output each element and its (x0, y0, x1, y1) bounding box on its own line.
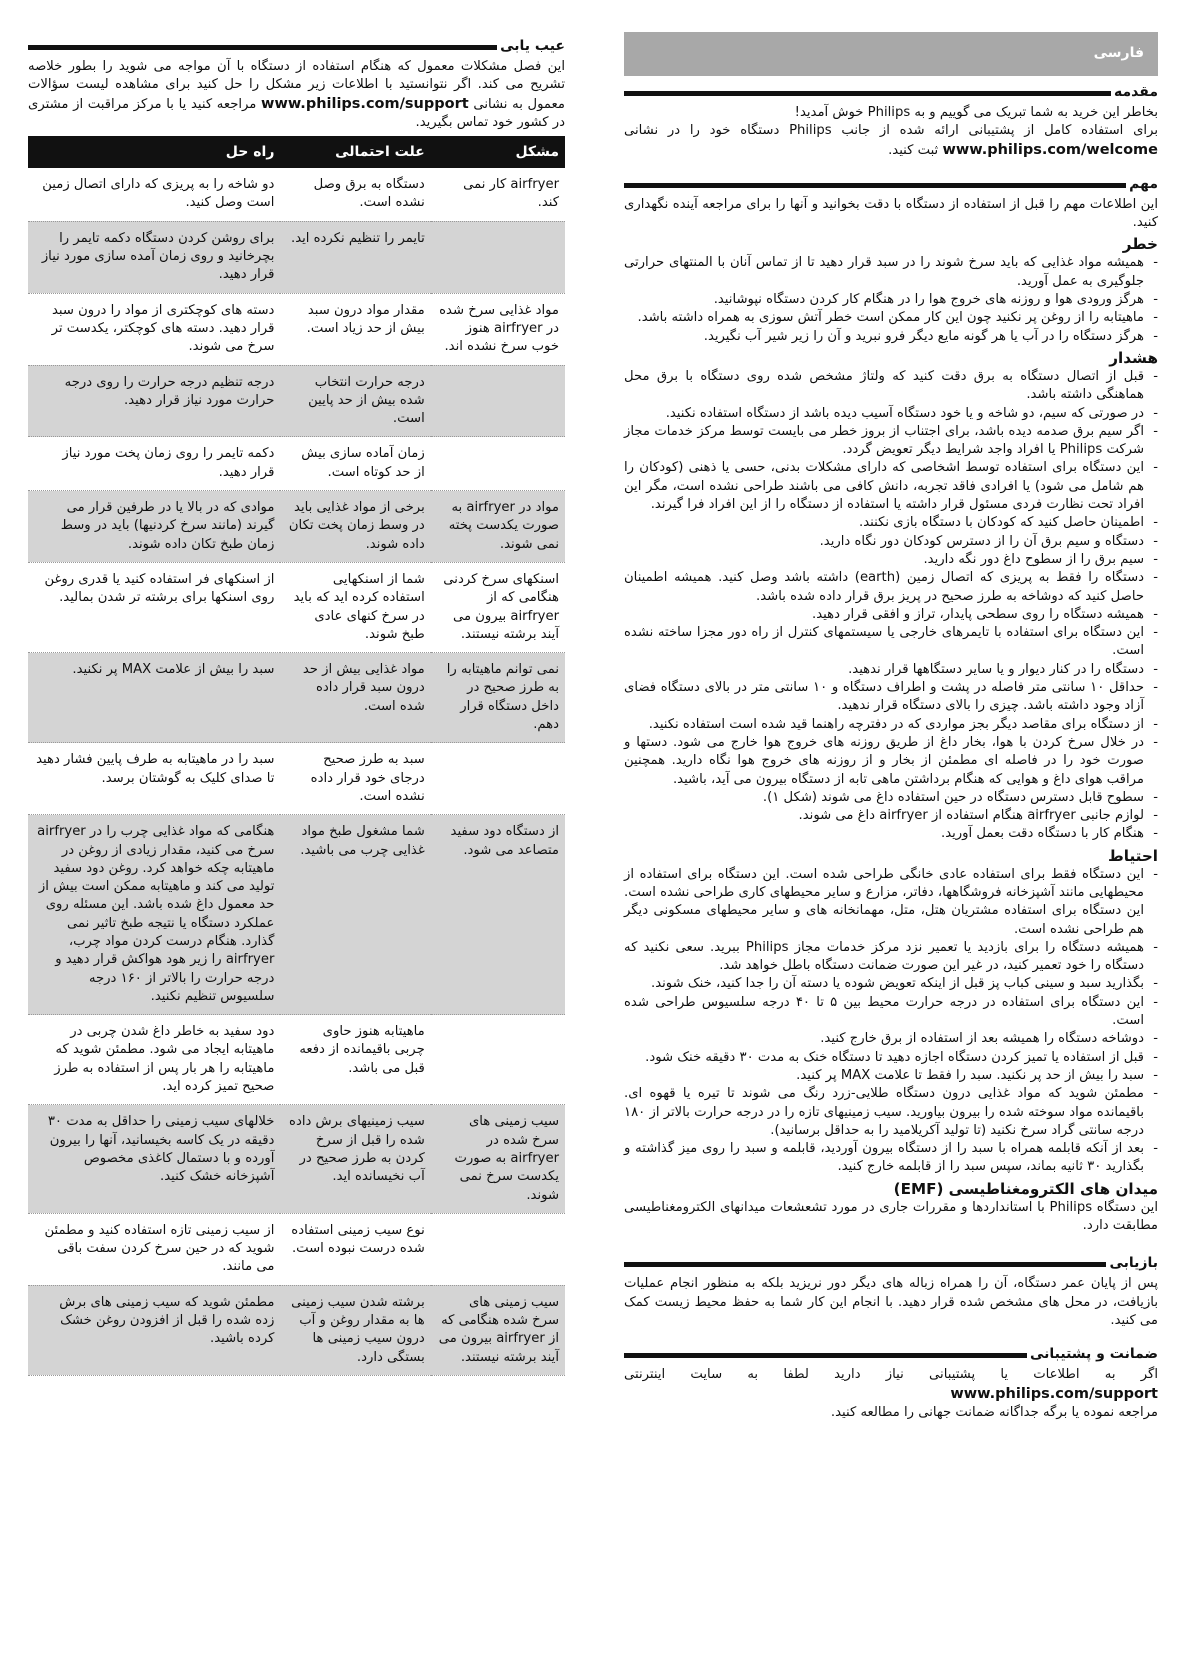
list-item: - بعد از آنکه قابلمه همراه با سبد را از دستگاه بیرون آوردید، قابلمه و سبد را روی میز گذاشته و بگذارید ۳۰ ثانیه بماند، سپس سبد را از قابلمه خارج کنید. (624, 1140, 1158, 1177)
list-item: - دوشاخه دستگاه را همیشه بعد از استفاده از برق خارج کنید. (624, 1030, 1158, 1048)
cell-solution: از سیب زمینی تازه استفاده کنید و مطمئن شوید که در حین سرخ کردن سفت باقی می مانند. (28, 1213, 280, 1285)
table-row (28, 1285, 565, 1375)
cell-problem: سیب زمینی های سرخ شده هنگامی که از airfryer بیرون می آیند برشته نیستند. (431, 1285, 565, 1375)
cell-problem: مواد غذایی سرخ شده در airfryer هنوز خوب سرخ نشده اند. (431, 293, 565, 365)
troubleshooting-intro: این فصل مشکلات معمول که هنگام استفاده از دستگاه با آن مواجه می شوید را بطور خلاصه تشریح می کند. اگر نتوانستید با اطلاعات زیر مشکل را حل کنید برای مشاهده لیست سؤالات معمول به نشانی www.philips.com/support مراجعه کنید یا با مرکز مراقبت از مشتری در کشور خود تماس بگیرید. (28, 59, 565, 130)
support-link-guarantee[interactable]: www.philips.com/support (950, 1385, 1158, 1402)
list-item: - سطوح قابل دسترس دستگاه در حین استفاده داغ می شوند (شکل ۱). (624, 789, 1158, 807)
cell-solution: موادی که در بالا یا در طرفین قرار می گیرند (مانند سرخ کردنیها) باید در وسط زمان طبخ تکان داده شوند. (28, 491, 280, 563)
welcome-link[interactable]: www.philips.com/welcome (942, 141, 1158, 158)
list-item: - دستگاه و سیم برق آن را از دسترس کودکان دور نگاه دارید. (624, 533, 1158, 551)
section-heading-important: مهم (624, 178, 1158, 192)
list-item: - سبد را بیش از حد پر نکنید. سبد را فقط تا علامت MAX پر کنید. (624, 1067, 1158, 1085)
list-item: - هرگز دستگاه را در آب یا هر گونه مایع دیگر فرو نبرید و آن را زیر شیر آب نگیرید. (624, 328, 1158, 346)
language-label: فارسی (1093, 45, 1144, 61)
table-row (28, 221, 565, 293)
cell-problem (431, 221, 565, 293)
caution-list (624, 866, 1158, 1177)
cell-problem: از دستگاه دود سفید متصاعد می شود. (431, 815, 565, 1015)
cell-cause: نوع سیب زمینی استفاده شده درست نبوده است. (280, 1213, 430, 1285)
column-header-solution: راه حل (28, 136, 280, 168)
cell-solution: دو شاخه را به پریزی که دارای اتصال زمین است وصل کنید. (28, 168, 280, 221)
list-item: - هنگام کار با دستگاه دقت بعمل آورید. (624, 825, 1158, 843)
cell-solution: هنگامی که مواد غذایی چرب را در airfryer سرخ می کنید، مقدار زیادی از روغن در ماهیتابه چکه خواهد کرد. روغن دود سفید تولید می کند و ماهیتابه ممکن است بیش از حد معمول داغ شده باشد. این مسئله روی عملکرد دستگاه یا نتیجه طبخ تاثیر نمی گذارد. هنگام درست کردن مواد چرب، airfryer را زیر هود هواکش قرار دهید و درجه حرارت را بالاتر از ۱۶۰ درجه سلسیوس تنظیم نکنید. (28, 815, 280, 1015)
column-header-cause: علت احتمالی (280, 136, 430, 168)
list-item: - لوازم جانبی airfryer هنگام استفاده از airfryer داغ می شوند. (624, 807, 1158, 825)
table-row (28, 491, 565, 563)
list-item: - حداقل ۱۰ سانتی متر فاصله در پشت و اطراف دستگاه و ۱۰ سانتی متر در بالای دستگاه فضای آزاد وجود داشته باشد. چیزی را بالای دستگاه قرار ندهید. (624, 679, 1158, 716)
list-item: - مطمئن شوید که مواد غذایی درون دستگاه طلایی-زرد رنگ می شوند تا تیره یا قهوه ای. باقیمانده مواد سوخته شده را بیرون بیاورید. سیب زمینیهای تازه را در درجه حرارت بالاتر از ۱۸۰ درجه سانتی گراد سرخ نکنید (تا تولید آکریلامید را به حداقل برسانید). (624, 1085, 1158, 1140)
cell-problem: مواد در airfryer به صورت یکدست پخته نمی شوند. (431, 491, 565, 563)
list-item: - همیشه دستگاه را روی سطحی پایدار، تراز و افقی قرار دهید. (624, 606, 1158, 624)
warning-title: هشدار (1109, 348, 1158, 367)
cell-problem: نمی توانم ماهیتابه را به طرز صحیح در داخل دستگاه قرار دهم. (431, 653, 565, 743)
list-item: - از دستگاه برای مقاصد دیگر بجز مواردی که در دفترچه راهنما قید شده است استفاده نکنید. (624, 716, 1158, 734)
table-row (28, 293, 565, 365)
language-banner (624, 32, 1158, 76)
cell-solution: سبد را در ماهیتابه به طرف پایین فشار دهید تا صدای کلیک به گوشتان برسد. (28, 743, 280, 815)
caution-title: احتیاط (1107, 846, 1158, 865)
list-item: - قبل از اتصال دستگاه به برق دقت کنید که ولتاژ مشخص شده روی دستگاه با برق محل هماهنگی داشته باشد. (624, 368, 1158, 405)
support-link-troubleshooting[interactable]: www.philips.com/support (261, 95, 469, 112)
cell-cause: مقدار مواد درون سبد بیش از حد زیاد است. (280, 293, 430, 365)
table-row (28, 562, 565, 652)
cell-cause: سیب زمینیهای برش داده شده را قبل از سرخ کردن به طرز صحیح در آب نخیسانده اید. (280, 1105, 430, 1213)
list-item: - این دستگاه فقط برای استفاده عادی خانگی طراحی شده است. این دستگاه برای استفاده از محیطهایی مانند آشپزخانه فروشگاهها، دفاتر، مزارع و سایر محیطهای کاری طراحی نشده است. این دستگاه برای استفاده مشتریان هتل، متل، مهمانخانه های و سایر محیطهای مسکونی دیگر هم طراحی نشده است. (624, 866, 1158, 939)
cell-problem (431, 365, 565, 437)
important-intro: این اطلاعات مهم را قبل از استفاده از دستگاه با دقت بخوانید و آنها را برای مراجعه آینده نگهداری کنید. (624, 196, 1158, 231)
cell-problem (431, 1213, 565, 1285)
list-item: - ماهیتابه را از روغن پر نکنید چون این کار ممکن است خطر آتش سوزی به همراه داشته باشد. (624, 309, 1158, 327)
emf-text: این دستگاه Philips با استانداردها و مقررات جاری در مورد تشعشعات میدانهای الکترومغناطیسی مطابقت دارد. (624, 1199, 1159, 1234)
list-item: - دستگاه را فقط به پریزی که اتصال زمین (earth) داشته باشد وصل کنید. همیشه اطمینان حاصل کنید که دوشاخه به طرز صحیح در پریز برق قرار داده شده باشد. (624, 569, 1158, 606)
table-row (28, 1213, 565, 1285)
cell-solution: مطمئن شوید که سیب زمینی های برش زده شده را قبل از افزودن روغن خشک کرده باشید. (28, 1285, 280, 1375)
cell-cause: برشته شدن سیب زمینی ها به مقدار روغن و آب درون سیب زمینی ها بستگی دارد. (280, 1285, 430, 1375)
list-item: - هرگز ورودی هوا و روزنه های خروج هوا را در هنگام کار کردن دستگاه نپوشانید. (624, 291, 1158, 309)
cell-cause: مواد غذایی بیش از حد درون سبد قرار داده شده است. (280, 653, 430, 743)
section-heading-intro: مقدمه (624, 86, 1158, 100)
list-item: - همیشه مواد غذایی که باید سرخ شوند را در سبد قرار دهید تا از تماس آنان با المنتهای حرارتی جلوگیری به عمل آورید. (624, 254, 1158, 291)
recycling-text: پس از پایان عمر دستگاه، آن را همراه زباله های دیگر دور نریزید بلکه به منظور انجام عملیات بازیافت، در محل های مشخص شده قرار دهید. با انجام این کار شما به حفظ محیط زیست کمک می کنید. (624, 1276, 1158, 1328)
cell-cause: سبد به طرز صحیح درجای خود قرار داده نشده است. (280, 743, 430, 815)
left-column (28, 0, 565, 1376)
cell-solution: برای روشن کردن دستگاه دکمه تایمر را بچرخانید و روی زمان آمده سازی مورد نیاز قرار دهید. (28, 221, 280, 293)
cell-cause: تایمر را تنظیم نکرده اید. (280, 221, 430, 293)
cell-problem: airfryer کار نمی کند. (431, 168, 565, 221)
cell-solution: درجه تنظیم درجه حرارت را روی درجه حرارت مورد نیاز قرار دهید. (28, 365, 280, 437)
cell-solution: دود سفید به خاطر داغ شدن چربی در ماهیتابه ایجاد می شود. مطمئن شوید که ماهیتابه را هر بار پس از استفاده به طرز صحیح تمیز کرده اید. (28, 1015, 280, 1105)
column-header-problem: مشکل (431, 136, 565, 168)
list-item: - دستگاه را در کنار دیوار و یا سایر دستگاهها قرار ندهید. (624, 661, 1158, 679)
cell-cause: زمان آماده سازی بیش از حد کوتاه است. (280, 437, 430, 491)
list-item: - این دستگاه برای استفاده توسط اشخاصی که دارای مشکلات بدنی، حسی یا ذهنی (کودکان را هم شامل می شود) یا افرادی فاقد تجربه، دانش کافی می باشند طراحی نشده است، مگر این افراد تحت نظارت فردی مسئول قرار داشته یا استفاده از دستگاه را از این افراد فرا گیرند. (624, 459, 1158, 514)
troubleshooting-table (28, 136, 565, 1376)
section-heading-guarantee: ضمانت و پشتیبانی (624, 1348, 1158, 1362)
cell-cause: شما از اسنکهایی استفاده کرده اید که باید در سرخ کنهای عادی طبخ شوند. (280, 562, 430, 652)
table-row (28, 1105, 565, 1213)
intro-text: بخاطر این خرید به شما تبریک می گوییم و به Philips خوش آمدید! برای استفاده کامل از پشتیبانی ارائه شده از جانب Philips دستگاه خود را در نشانی www.philips.com/welcome ثبت کنید. (624, 105, 1159, 158)
cell-cause: درجه حرارت انتخاب شده بیش از حد پایین است. (280, 365, 430, 437)
table-row (28, 365, 565, 437)
list-item: - این دستگاه برای استفاده در درجه حرارت محیط بین ۵ تا ۴۰ درجه سلسیوس طراحی شده است. (624, 994, 1158, 1031)
list-item: - بگذارید سبد و سینی کباب پز قبل از اینکه تعویض شوده یا دسته آن را جدا کنید، خنک شوند. (624, 975, 1158, 993)
table-row (28, 815, 565, 1015)
list-item: - سیم برق را از سطوح داغ دور نگه دارید. (624, 551, 1158, 569)
cell-problem (431, 743, 565, 815)
table-row (28, 653, 565, 743)
cell-solution: از اسنکهای فر استفاده کنید یا قدری روغن روی اسنکها برای برشته تر شدن بمالید. (28, 562, 280, 652)
cell-solution: دسته های کوچکتری از مواد را درون سبد قرار دهید. دسته های کوچکتر، یکدست تر سرخ می شوند. (28, 293, 280, 365)
cell-cause: شما مشغول طبخ مواد غذایی چرب می باشید. (280, 815, 430, 1015)
cell-problem: اسنکهای سرخ کردنی هنگامی که از airfryer بیرون می آیند برشته نیستند. (431, 562, 565, 652)
cell-problem (431, 437, 565, 491)
cell-solution: خلالهای سیب زمینی را حداقل به مدت ۳۰ دقیقه در یک کاسه بخیسانید، آنها را بیرون آورده و با دستمال کاغذی مخصوص آشپزخانه خشک کنید. (28, 1105, 280, 1213)
cell-problem: سیب زمینی های سرخ شده در airfryer به صورت یکدست سرخ نمی شوند. (431, 1105, 565, 1213)
list-item: - در خلال سرخ کردن با هوا، بخار داغ از طریق روزنه های خروج هوا خارج می شود. دستها و صورت خود را در فاصله ای مطمئن از بخار و از روزنه های خروج هوا نگاه دارید. همچنین مراقب هوای داغ و هوایی که هنگام برداشتن ماهی تابه از دستگاه بیرون می آید، باشید. (624, 734, 1158, 789)
section-heading-troubleshooting: عیب یابی (28, 40, 565, 54)
danger-title: خطر (1122, 235, 1158, 254)
danger-list (624, 254, 1158, 345)
warning-list (624, 368, 1158, 844)
list-item: - این دستگاه برای استفاده با تایمرهای خارجی یا سیستمهای کنترل از راه دور مجزا ساخته نشده است. (624, 624, 1158, 661)
guarantee-text: اگر به اطلاعات یا پشتیبانی نیاز دارید لطفا به سایت اینترنتی www.philips.com/support مراجعه نموده یا برگه جداگانه ضمانت جهانی را مطالعه کنید. (624, 1367, 1158, 1420)
list-item: - همیشه دستگاه را برای بازدید یا تعمیر نزد مرکز خدمات مجاز Philips ببرید. سعی نکنید که دستگاه را خود تعمیر کنید، در غیر این صورت ضمانت دستگاه باطل خواهد شد. (624, 939, 1158, 976)
cell-cause: دستگاه به برق وصل نشده است. (280, 168, 430, 221)
cell-cause: برخی از مواد غذایی باید در وسط زمان پخت تکان داده شوند. (280, 491, 430, 563)
table-row (28, 437, 565, 491)
table-row (28, 168, 565, 221)
list-item: - قبل از استفاده یا تمیز کردن دستگاه اجازه دهید تا دستگاه خنک به مدت ۳۰ دقیقه خنک شود. (624, 1049, 1158, 1067)
list-item: - اگر سیم برق صدمه دیده باشد، برای اجتناب از بروز خطر می بایست توسط مرکز خدمات مجاز شرکت Philips یا افراد واجد شرایط دیگر تعویض گردد. (624, 423, 1158, 460)
cell-cause: ماهیتابه هنوز حاوی چربی باقیمانده از دفعه قبل می باشد. (280, 1015, 430, 1105)
list-item: - اطمینان حاصل کنید که کودکان با دستگاه بازی نکنند. (624, 514, 1158, 532)
table-row (28, 743, 565, 815)
section-heading-recycling: بازیابی (624, 1257, 1158, 1271)
list-item: - در صورتی که سیم، دو شاخه و یا خود دستگاه آسیب دیده باشد از دستگاه استفاده نکنید. (624, 405, 1158, 423)
emf-title: میدان های الکترومغناطیسی (EMF) (893, 1179, 1158, 1198)
table-row (28, 1015, 565, 1105)
right-column (624, 0, 1158, 1422)
cell-solution: دکمه تایمر را روی زمان پخت مورد نیاز قرار دهید. (28, 437, 280, 491)
cell-problem (431, 1015, 565, 1105)
cell-solution: سبد را بیش از علامت MAX پر نکنید. (28, 653, 280, 743)
